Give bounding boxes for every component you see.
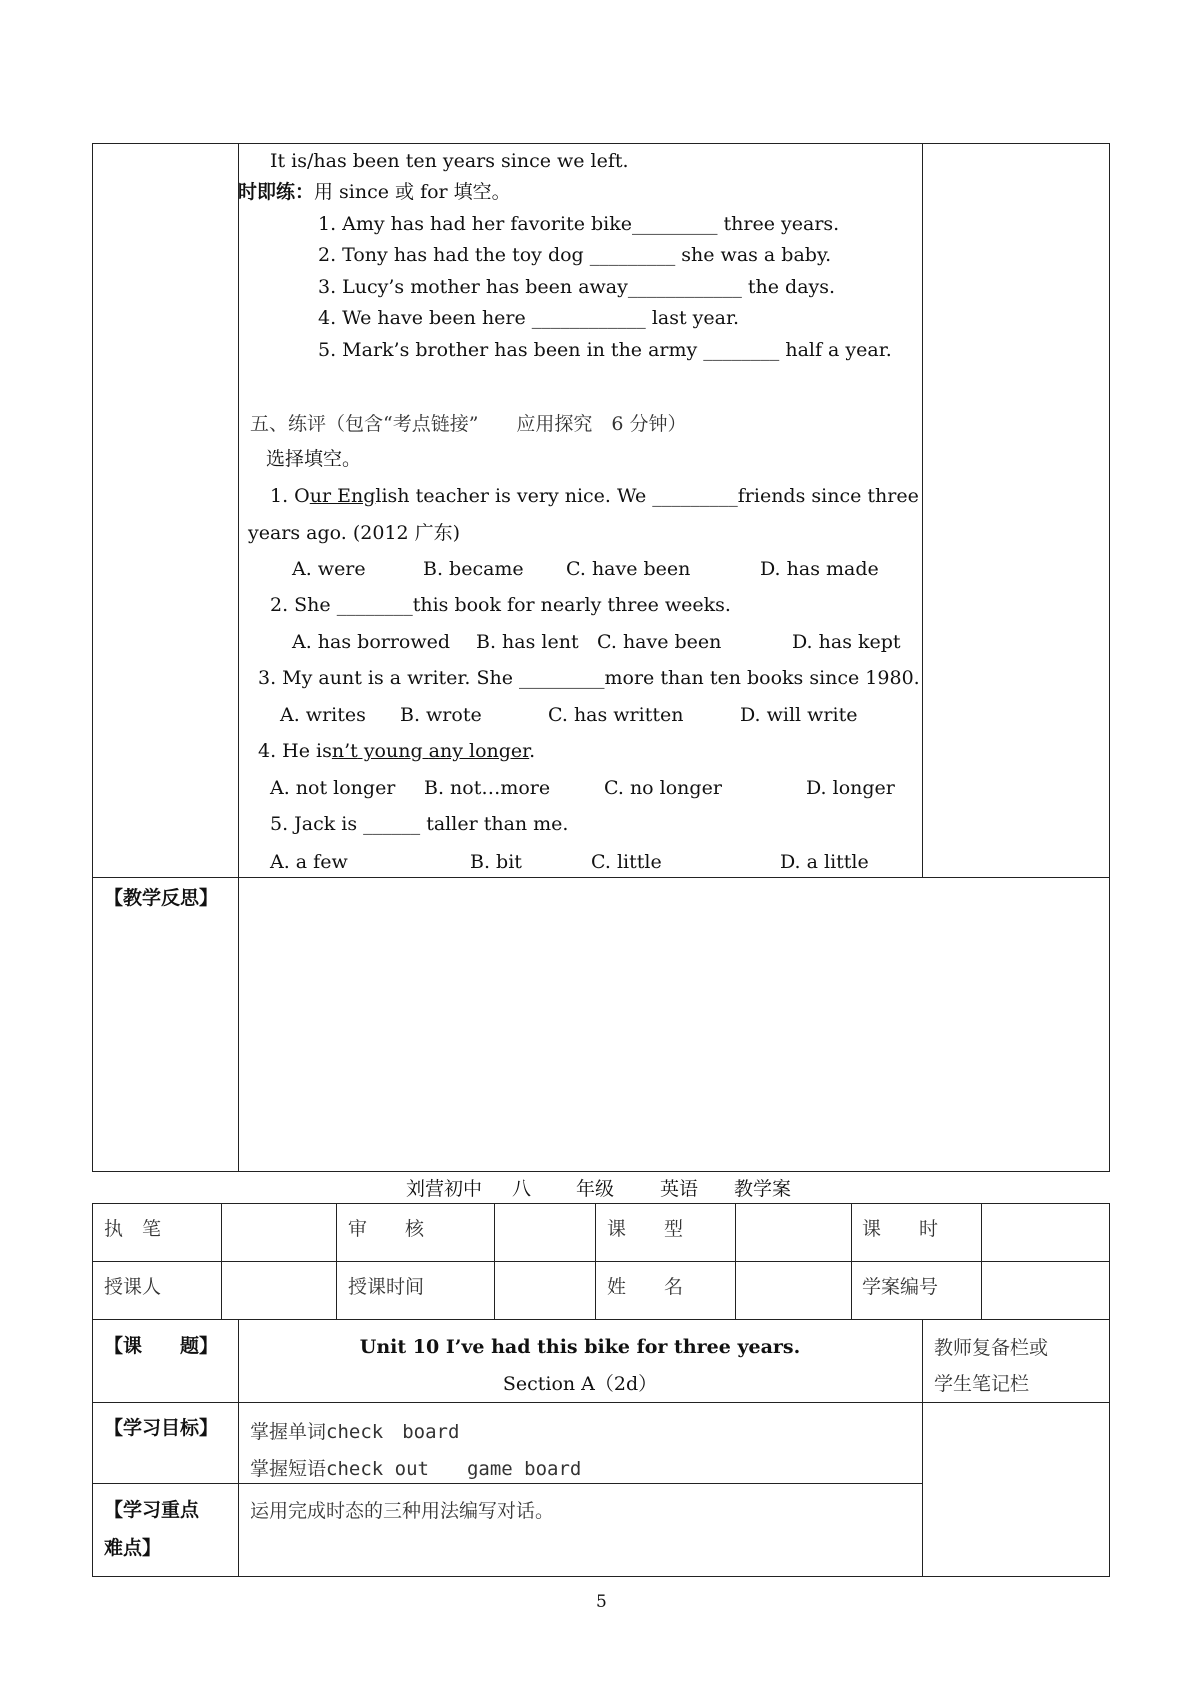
question-4-underlined: young [357,740,429,762]
info-col-divider [981,1203,982,1320]
header-school: 刘营初中 [406,1178,483,1200]
section5-sub: 选择填空。 [266,448,362,470]
info-col-divider [735,1203,736,1320]
question-1-underlined: ur Eng [309,485,376,507]
review-label: 审 核 [348,1218,425,1240]
header-subject: 英语 [660,1178,699,1200]
question-1-part: lish teacher is very nice. We _________friends since three [375,485,919,507]
practice-item: 4. We have been here ____________ last year. [318,307,739,329]
question-3: 3. My aunt is a writer. She _________more than ten books since 1980. [258,667,920,689]
topic-label: 【课 题】 [104,1335,219,1357]
info-col-divider [595,1203,596,1320]
name-label: 姓 名 [607,1276,684,1298]
goals-line-1-cn: 掌握单词 [250,1421,327,1443]
practice-line [238,180,511,204]
info-col-divider [494,1203,495,1320]
question-5: 5. Jack is ______ taller than me. [270,813,569,835]
q3-option-c: C. has written [548,704,684,726]
question-1-line2: years ago. (2012 广东) [248,522,461,544]
info-col-divider [851,1203,852,1320]
q4-option-c: C. no longer [604,777,722,799]
q4-option-d: D. longer [806,777,895,799]
goals-line-1-en: check board [326,1421,460,1443]
goals-label: 【学习目标】 [104,1417,219,1439]
goals-line-2 [250,1457,581,1481]
q1-option-a: A. were [292,558,366,580]
q2-option-a: A. has borrowed [292,631,451,653]
practice-instruction: 用 since 或 for 填空。 [314,181,511,203]
keypoints-label: 【学习重点 [104,1499,200,1521]
q3-option-a: A. writes [280,704,366,726]
lesson-section: Section A（2d） [502,1373,658,1395]
top-table-right-divider [922,143,923,878]
question-4-underlined: n’t [331,740,358,762]
notes-column-label: 教师复备栏或 [934,1337,1049,1359]
lesson-table-row-divider [92,1402,1110,1403]
q5-option-d: D. a little [780,851,869,873]
question-1-part: 1. O [270,485,310,507]
practice-item: 2. Tony has had the toy dog _________ she was a baby. [318,244,832,266]
lesson-hours-label: 课 时 [862,1218,939,1240]
lesson-title: Unit 10 I’ve had this bike for three years. [359,1336,801,1358]
goals-line-2-cn: 掌握短语 [250,1458,327,1480]
info-col-divider [336,1203,337,1320]
notes-column-label: 学生笔记栏 [934,1373,1030,1395]
q3-option-b: B. wrote [400,704,482,726]
lesson-type-label: 课 型 [607,1218,684,1240]
q5-option-a: A. a few [270,851,348,873]
practice-item: 1. Amy has had her favorite bike_________ three years. [318,213,840,235]
q2-option-d: D. has kept [792,631,901,653]
question-1 [270,484,919,508]
practice-item: 3. Lucy’s mother has been away____________ the days. [318,276,836,298]
info-col-divider [221,1203,222,1320]
keypoints-text: 运用完成时态的三种用法编写对话。 [250,1500,555,1522]
q1-option-b: B. became [423,558,524,580]
q2-option-c: C. have been [597,631,722,653]
reflection-label: 【教学反思】 [104,887,219,909]
q1-option-d: D. has made [760,558,879,580]
q4-option-a: A. not longer [270,777,396,799]
header-grade-label: 年级 [576,1178,615,1200]
page-number: 5 [596,1592,607,1612]
goals-line-1 [250,1420,459,1444]
question-4 [258,739,535,763]
q5-option-c: C. little [591,851,662,873]
header-grade-number: 八 [512,1178,532,1200]
q5-option-b: B. bit [470,851,522,873]
intro-line: It is/has been ten years since we left. [270,150,629,172]
question-4-underlined: any longer [428,740,530,762]
info-table-row-divider [92,1261,1110,1262]
lesson-table-row-divider [92,1483,923,1484]
q1-option-c: C. have been [566,558,691,580]
keypoints-label: 难点】 [104,1537,162,1559]
plan-number-label: 学案编号 [862,1276,939,1298]
top-table-left-divider [238,143,239,1172]
goals-line-2-en: check out game board [326,1458,582,1480]
practice-item: 5. Mark’s brother has been in the army ________ half a year. [318,339,892,361]
teacher-label: 授课人 [104,1276,162,1298]
practice-heading: 时即练： [238,181,315,203]
lesson-table-right-divider [922,1319,923,1577]
question-4-part: . [529,740,536,762]
teach-time-label: 授课时间 [348,1276,425,1298]
question-4-part: 4. He is [258,740,332,762]
top-table-row-divider [92,877,1110,878]
author-label: 执 笔 [104,1218,162,1240]
section5-heading: 五、练评（包含“考点链接” 应用探究 6 分钟） [250,413,687,435]
q2-option-b: B. has lent [476,631,579,653]
q3-option-d: D. will write [740,704,858,726]
header-doc-type: 教学案 [734,1178,792,1200]
question-2: 2. She ________this book for nearly three weeks. [270,594,731,616]
q4-option-b: B. not…more [424,777,551,799]
